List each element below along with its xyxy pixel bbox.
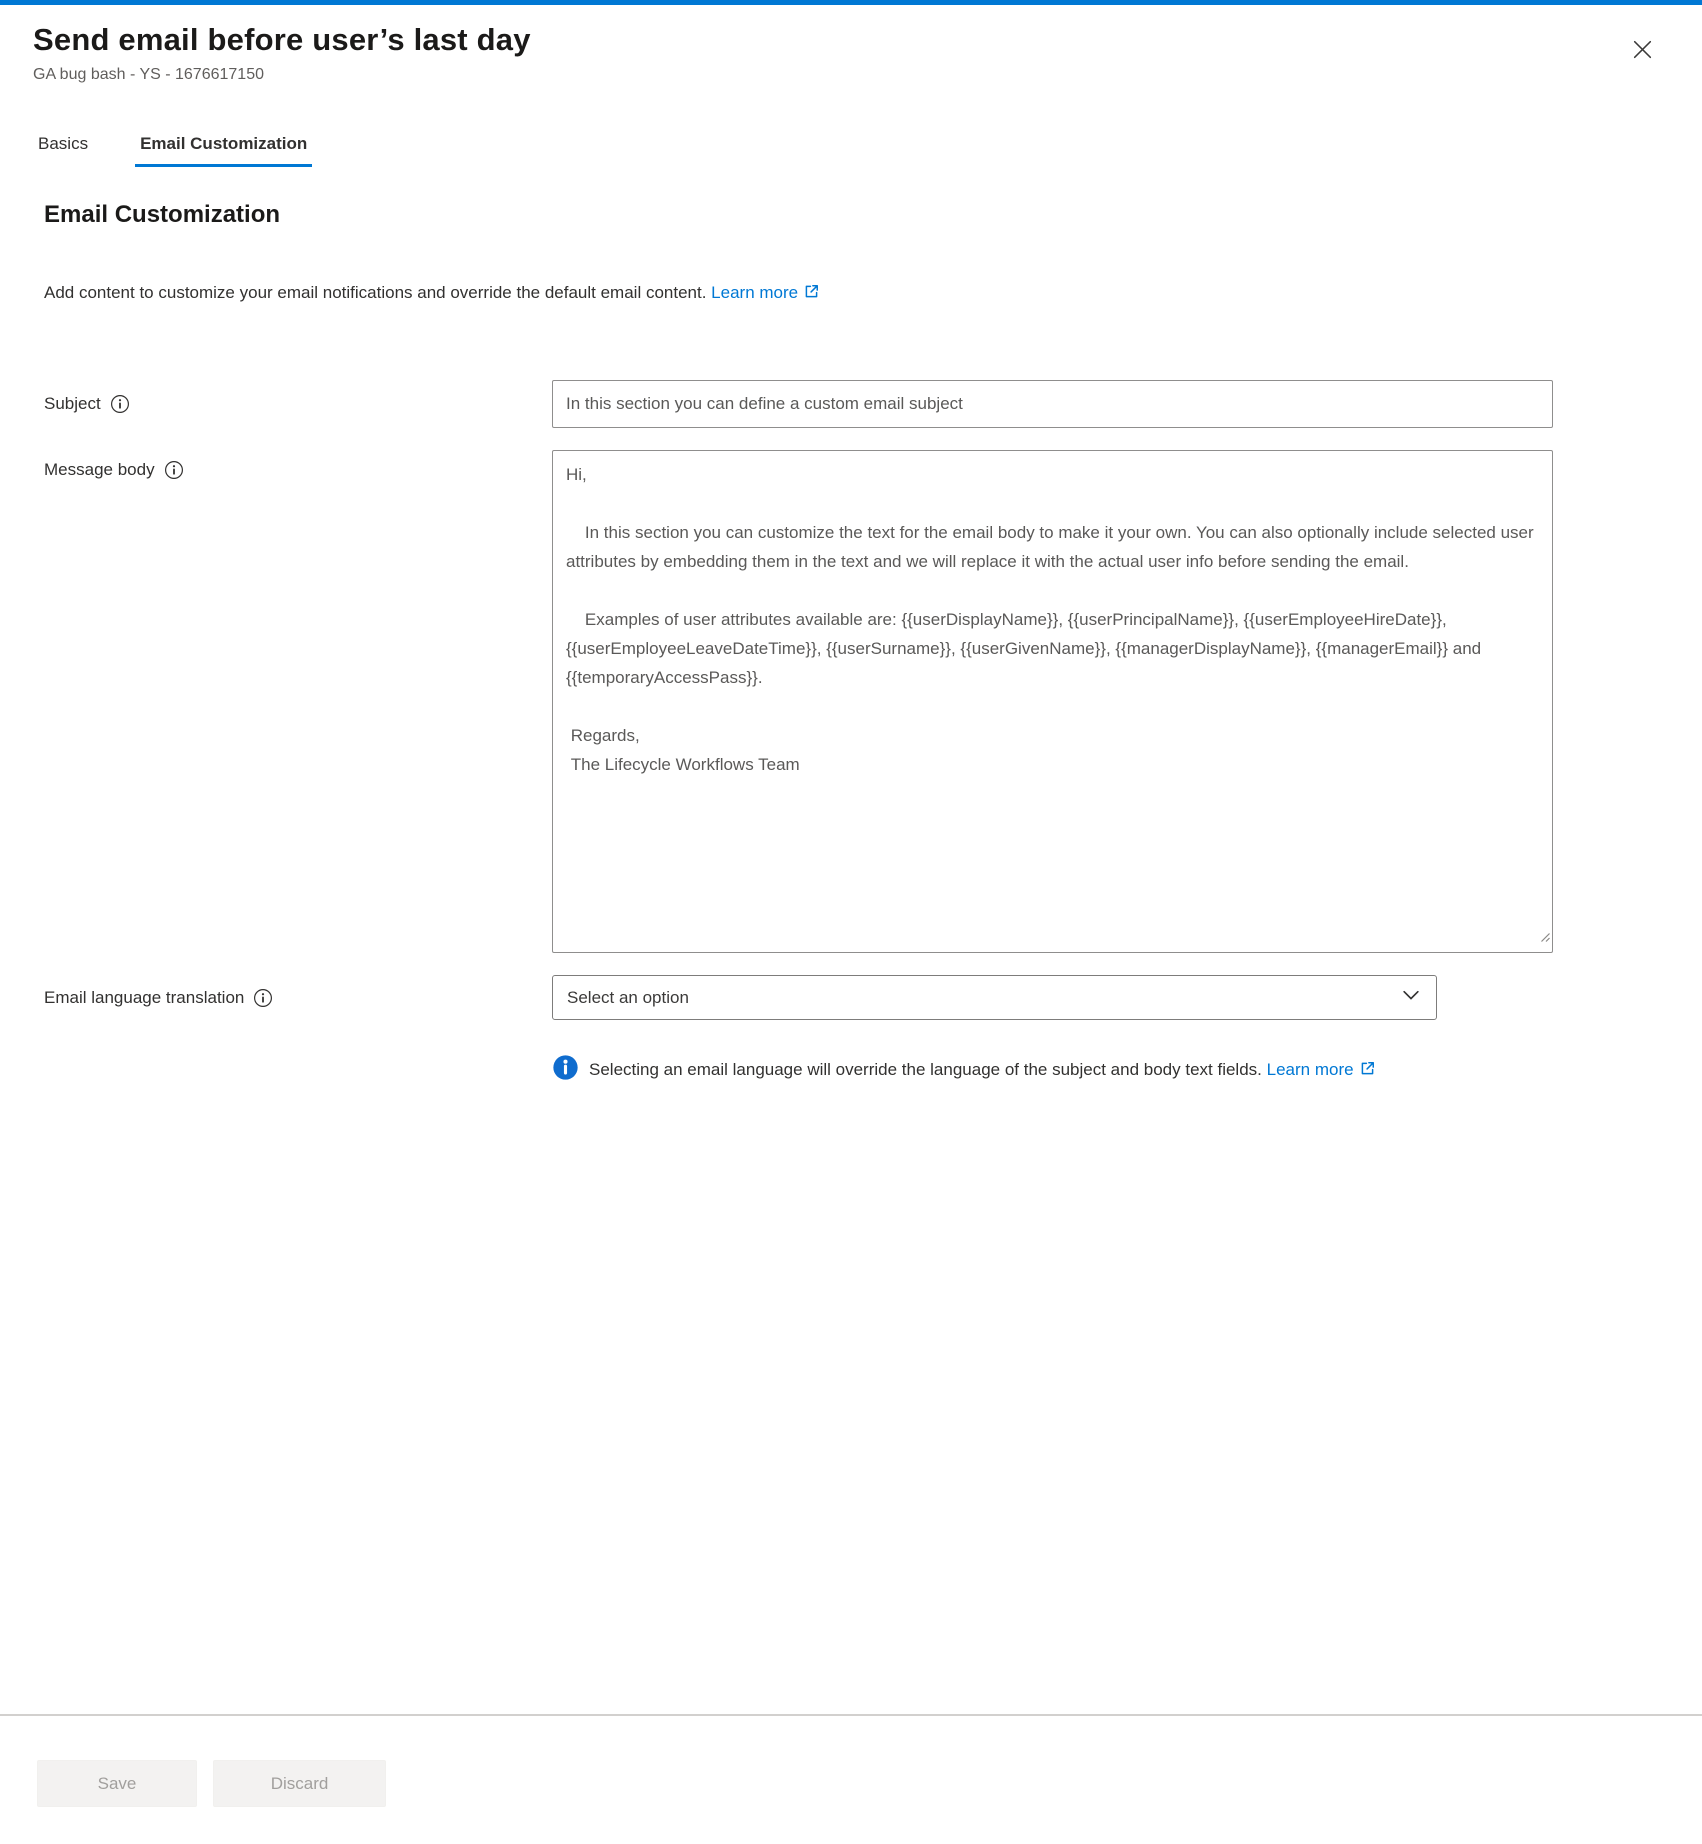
subject-label-group (44, 394, 552, 414)
email-language-label: Email language translation (44, 987, 245, 1007)
section-description (44, 283, 1702, 305)
tab-bar (0, 128, 1702, 167)
message-body-label: Message body (44, 460, 155, 479)
message-body-info-icon[interactable] (164, 460, 184, 480)
email-language-info-icon[interactable] (253, 988, 273, 1008)
main-content (0, 201, 1702, 1092)
info-note-learn-more-label: Learn more (1266, 1060, 1354, 1079)
subject-row (44, 380, 1702, 428)
info-filled-icon (552, 1066, 579, 1085)
section-heading: Email Customization (44, 201, 281, 228)
message-body-textarea[interactable] (552, 450, 1553, 953)
textarea-resize-handle[interactable] (1539, 929, 1550, 947)
page-title: Send email before user’s last day (33, 22, 531, 57)
subject-label: Subject (44, 394, 101, 413)
tab-email-customization[interactable]: Email Customization (135, 128, 312, 167)
discard-button[interactable]: Discard (213, 1760, 386, 1807)
tab-basics[interactable]: Basics (33, 128, 93, 167)
close-button[interactable] (1624, 33, 1660, 69)
close-icon (1629, 36, 1656, 66)
info-note-external-link-icon (1359, 1062, 1376, 1081)
info-note (552, 1053, 1552, 1092)
email-language-row (44, 975, 1702, 1020)
section-description-text: Add content to customize your email notifications and override the default email content. (44, 283, 707, 302)
footer-bar (0, 1714, 1702, 1844)
email-language-dropdown-value: Select an option (567, 987, 689, 1007)
footer-buttons (37, 1760, 1702, 1807)
info-note-learn-more-link[interactable] (1267, 1060, 1376, 1079)
learn-more-link[interactable] (711, 283, 820, 302)
page-subtitle: GA bug bash - YS - 1676617150 (33, 66, 264, 83)
info-note-text: Selecting an email language will override the language of the subject and body text fields. (589, 1060, 1262, 1079)
subject-info-icon[interactable] (110, 394, 130, 414)
chevron-down-icon (1400, 984, 1422, 1011)
subject-input[interactable] (552, 380, 1553, 428)
message-body-wrap (552, 450, 1553, 953)
email-language-dropdown[interactable] (552, 975, 1437, 1020)
message-body-row (44, 450, 1702, 953)
learn-more-label: Learn more (711, 283, 799, 302)
external-link-icon (803, 285, 820, 304)
panel-header (0, 5, 1702, 84)
message-body-label-group (44, 460, 552, 480)
save-button[interactable]: Save (37, 1760, 197, 1807)
email-language-label-group (44, 988, 552, 1008)
